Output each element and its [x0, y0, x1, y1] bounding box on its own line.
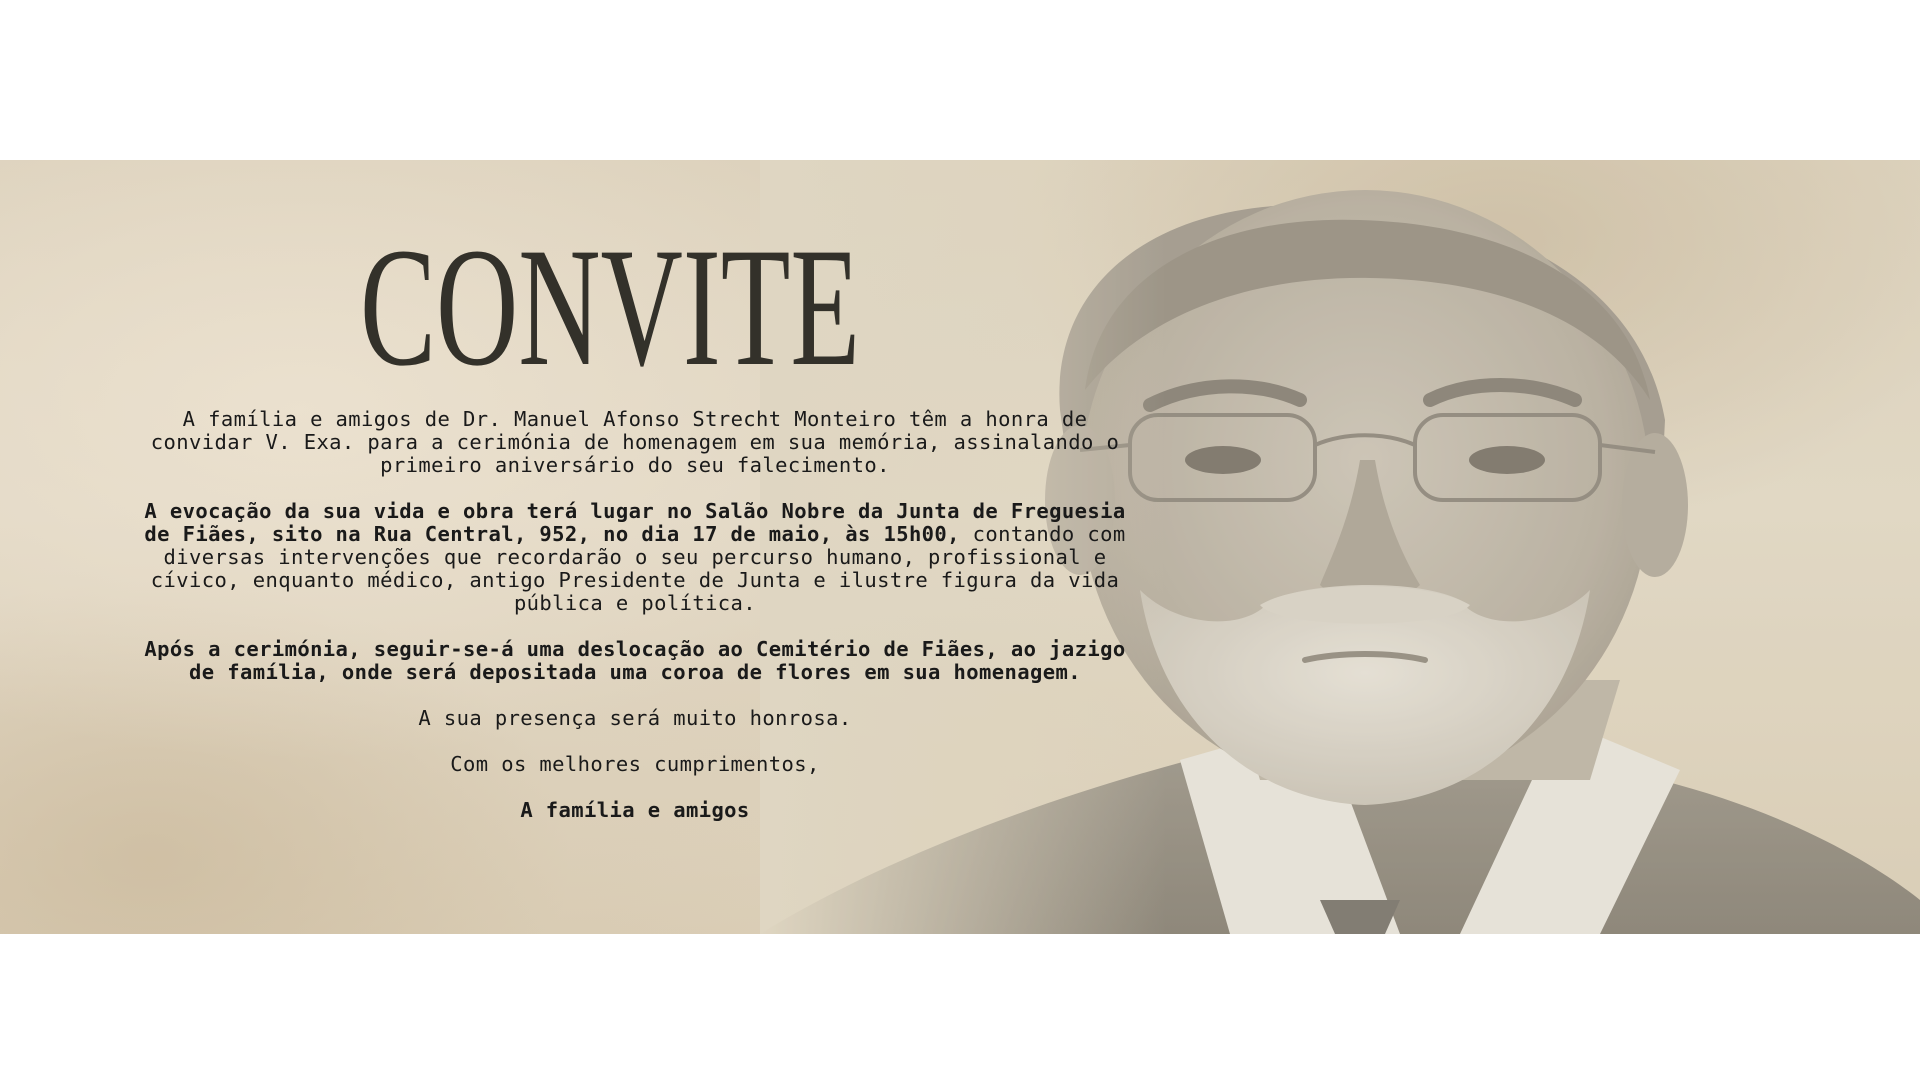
greeting-line: Com os melhores cumprimentos,	[450, 752, 820, 776]
intro-line: convidar V. Exa. para a cerimónia de homenagem em sua memória, assinalando o	[150, 430, 1120, 454]
intro-paragraph	[40, 408, 1230, 477]
event-details-paragraph	[40, 500, 1230, 615]
invitation-title	[340, 212, 880, 401]
intro-line: A família e amigos de Dr. Manuel Afonso Strecht Monteiro têm a honra de	[182, 407, 1088, 431]
invitation-banner	[0, 160, 1920, 934]
presence-line: A sua presença será muito honrosa.	[418, 706, 852, 730]
invitation-body	[40, 408, 1230, 845]
after-ceremony-paragraph	[40, 638, 1230, 684]
event-details-line: diversas intervenções que recordarão o seu percurso humano, profissional e	[163, 545, 1107, 569]
event-details-line: cívico, enquanto médico, antigo Presidente de Junta e ilustre figura da vida	[150, 568, 1120, 592]
svg-text:CONVITE: CONVITE	[360, 213, 860, 401]
intro-line: primeiro aniversário do seu falecimento.	[380, 453, 890, 477]
event-datetime: de Fiães, sito na Rua Central, 952, no dia 17 de maio, às 15h00,	[144, 522, 960, 546]
event-details-continuation: contando com	[959, 522, 1126, 546]
event-details-line	[40, 523, 1230, 546]
signature-line	[40, 799, 1230, 822]
after-ceremony-line: de família, onde será depositada uma coroa de flores em sua homenagem.	[189, 660, 1081, 684]
event-details-line: A evocação da sua vida e obra terá lugar no Salão Nobre da Junta de Freguesia	[144, 499, 1126, 523]
after-ceremony-line: Após a cerimónia, seguir-se-á uma deslocação ao Cemitério de Fiães, ao jazigo	[144, 637, 1126, 661]
event-details-line: pública e política.	[513, 591, 757, 615]
signature-text: A família e amigos	[520, 798, 750, 822]
